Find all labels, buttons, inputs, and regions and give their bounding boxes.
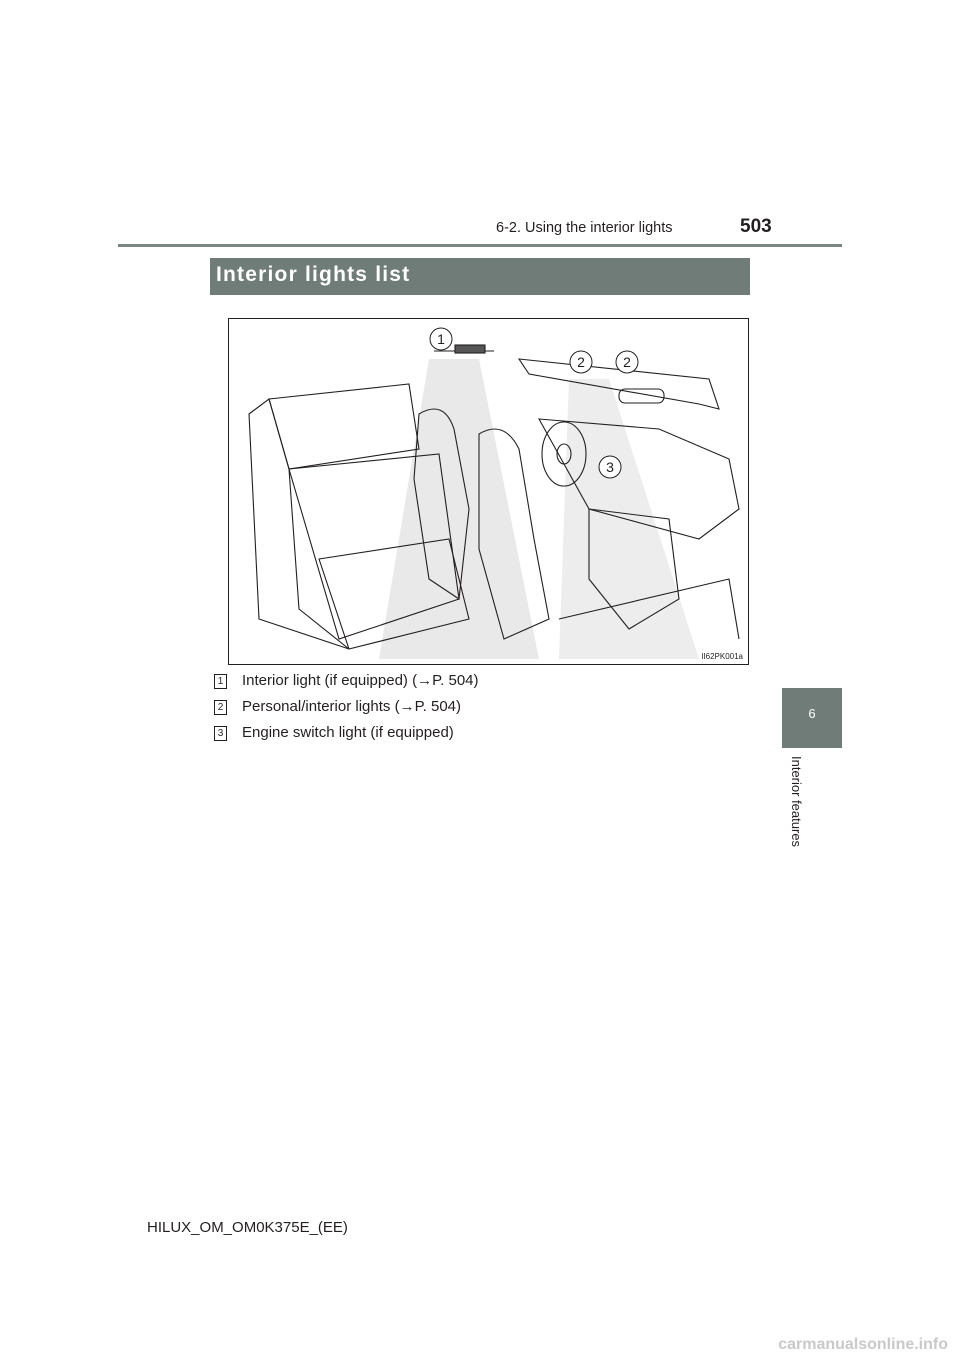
callout-3: 3 <box>606 459 614 475</box>
legend-item <box>214 672 714 692</box>
legend-number: 2 <box>214 700 227 715</box>
callout-1: 1 <box>437 331 445 347</box>
footer-doc-id: HILUX_OM_OM0K375E_(EE) <box>147 1219 348 1236</box>
legend-text: Personal/interior lights (→P. 504) <box>242 698 461 715</box>
legend-number: 3 <box>214 726 227 741</box>
chapter-number: 6 <box>808 706 816 721</box>
callout-markers <box>229 319 748 664</box>
legend-item <box>214 724 714 744</box>
page-number: 503 <box>740 216 772 237</box>
legend-text: Interior light (if equipped) (→P. 504) <box>242 672 479 689</box>
legend-item <box>214 698 714 718</box>
section-title: Interior lights list <box>216 263 411 286</box>
header-rule <box>118 244 842 247</box>
header-section-path: 6-2. Using the interior lights <box>496 220 673 236</box>
chapter-title: Interior features <box>789 756 804 848</box>
legend-text: Engine switch light (if equipped) <box>242 724 454 741</box>
callout-2a: 2 <box>577 354 585 370</box>
watermark: carmanualsonline.info <box>778 1336 948 1353</box>
interior-figure <box>228 318 749 665</box>
section-title-bar <box>210 258 750 295</box>
callout-2b: 2 <box>623 354 631 370</box>
legend-number: 1 <box>214 674 227 689</box>
figure-code: II62PK001a <box>701 652 743 661</box>
chapter-side-tab <box>782 688 842 748</box>
